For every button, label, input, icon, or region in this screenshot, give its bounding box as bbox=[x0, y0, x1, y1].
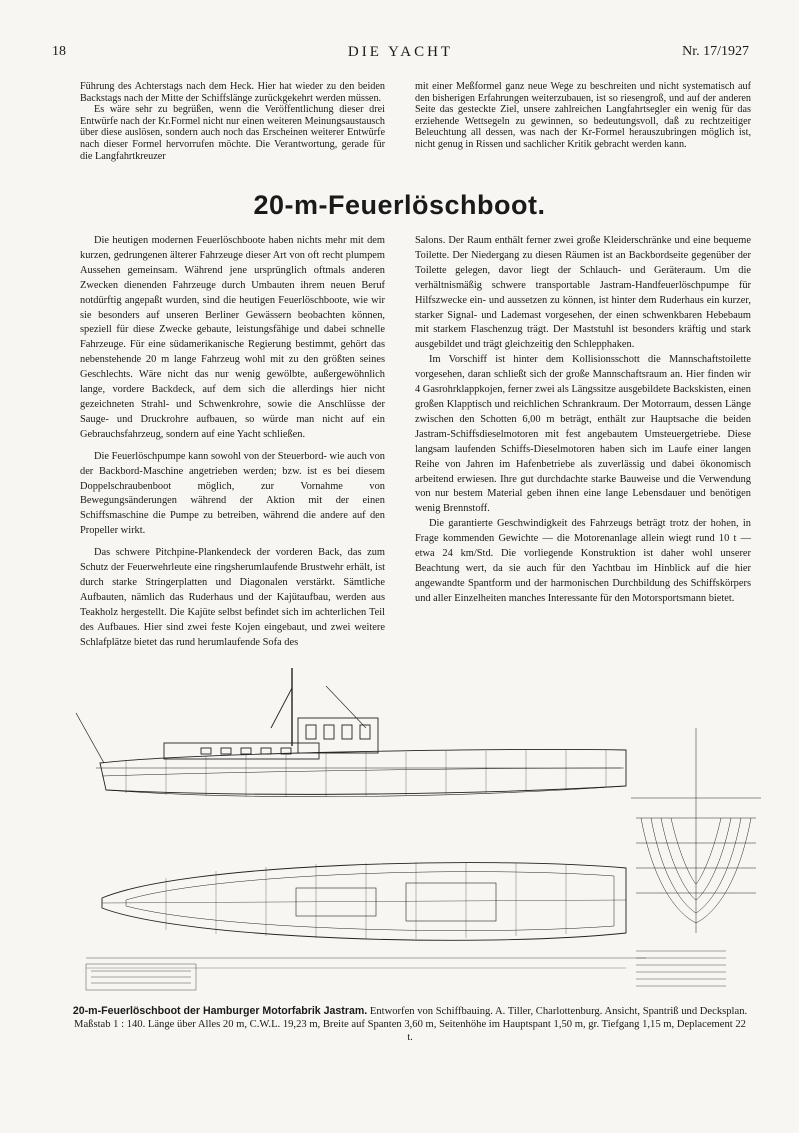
continued-text-right bbox=[415, 81, 751, 151]
deck-plan-view bbox=[86, 862, 646, 968]
continued-text-left bbox=[80, 81, 385, 162]
magazine-title: DIE YACHT bbox=[347, 44, 454, 60]
paragraph: Es wäre sehr zu begrüßen, wenn die Veröffentlichung dieser drei Entwürfe nach der Kr.Formel nicht nur einen weiteren Meinungsaustausch über diese auslösen, sondern auch noch das Erscheinen weiterer Entwürfe nach dieser Formel hervorrufen möchte. Die Verantwortung, gerade für die Langfahrtkreuzer bbox=[80, 104, 385, 162]
paragraph: mit einer Meßformel ganz neue Wege zu beschreiten und nicht systematisch auf den bisherigen Erfahrungen weiterzubauen, ist so riesengroß, und auf der anderen Seite das gesteckte Ziel, unsere zahlreichen Langfahrtsegler ein wenig für das erziehende Wettsegeln zu gewinnen, so bedeutungsvoll, daß zu rechtzeitiger Beleuchtung all dessen, was nach der Kr-Formel herauszubringen möglich ist, nicht genug in Rissen und sachlicher Kritik gebracht werden kann. bbox=[415, 81, 751, 150]
paragraph: Salons. Der Raum enthält ferner zwei große Kleiderschränke und eine bequeme Toilette. Der Niedergang zu diesen Räumen ist an Backbordseite gegenüber der Toilette gelegen, davor liegt der Schlauch- und Geräteraum. Um die verhältnismäßig schwere transportable Jastram-Handfeuerlöschpumpe für Hilfszwecke ein- und aussetzen zu können, ist hinter dem Ruderhaus ein kurzer, starker Signal- und Lademast vorgesehen, der einen schwenkbaren Hebebaum mit starkem Flaschenzug trägt. Der Maststuhl ist besonders kräftig und stark ausgebildet und trägt gleichzeitig den Schlepphaken. bbox=[415, 235, 751, 351]
body-plan-view bbox=[631, 728, 761, 933]
page-header bbox=[52, 44, 749, 64]
paragraph: Die Feuerlöschpumpe kann sowohl von der Steuerbord- wie auch von der Backbord-Maschine angetrieben werden; bzw. ist es bei diesem Doppelschraubenboot möglich, zur Vornahme von Bewegungsänderungen während der Aktion mit der einen Schiffsmaschine die Pumpe zu betreiben, während die andere auf den Propeller wirkt. bbox=[80, 450, 385, 537]
page-number: 18 bbox=[52, 44, 66, 59]
paragraph: Führung des Achterstags nach dem Heck. Hier hat wieder zu den beiden Backstags nach der Mitte der Schiffslänge zurückgekehrt werden müssen. bbox=[80, 81, 385, 104]
article-column-right bbox=[415, 234, 751, 607]
caption-text: Entworfen von Schiffbauing. A. Tiller, Charlottenburg. Ansicht, Spantriß und Decksplan. Maßstab 1 : 140. Länge über Alles 20 m, C.W.L. 19,23 m, Breite auf Spanten 3,60 m, Seitenhöhe im Hauptspant 1,50 m, gr. Tiefgang 1,15 m, Deplacement 22 t. bbox=[74, 1006, 748, 1043]
paragraph: Im Vorschiff ist hinter dem Kollisionsschott die Mannschaftstoilette vorgesehen, daran schließt sich der große Mannschaftsraum an. Hier finden wir 4 Gasrohrklappkojen, ferner zwei als Längssitze ausgebildete Backskisten, einen großen Klapptisch und reichlichen Schrankraum. Der Motorraum, dessen Länge zwischen den Schotten 6,00 m beträgt, enthält zur Hauptsache die beiden Jastram-Schiffsdieselmotoren mit fest angebautem Umsteuergetriebe. Diese langsam laufenden Schiffs-Dieselmotoren haben sich im Laufe einer langen Reihe von Jahren im Hafenbetriebe als zuverlässig und dabei ökonomisch arbeitend erwiesen. Ihre gut durchdachte starke Bauweise und die Verwendung von nur bestem Material geben ihnen eine lange Lebensdauer und benötigen wenig Brennstoff. bbox=[415, 354, 751, 515]
caption-title: 20-m-Feuerlöschboot der Hamburger Motorfabrik Jastram. bbox=[72, 1005, 368, 1017]
paragraph: Die heutigen modernen Feuerlöschboote haben nichts mehr mit dem kurzen, gedrungenen älterer Fahrzeuge dieser Art von oft recht plumpem Aussehen gemeinsam. Während jene ursprünglich oftmals anderen Zwecken dienenden Fahrzeuge durch Umbauten ihrem neuen Beruf notdürftig angepaßt wurden, sind die heutigen Feuerlöschboote, wie wir sie besonders auf unseren Berliner Gewässern beobachten können, speziell für diese Zwecke gebaute, leistungsfähige und dabei schnelle Fahrzeuge. Für eine südamerikanische Regierung bestimmt, gehört das nebenstehende 20 m lange Fahrzeug wohl mit zu den größten seines Geschlechts. Wäre nicht das nur wenig gewölbte, außergewöhnlich lange, vordere Backdeck, auf dem sich die allerdings hier nicht gezeichneten Strahl- und Schwenkrohre, sowie die Anschlüsse der Sauge- und Druckrohre aufbauen, so würde man nicht auf ein Gebrauchsfahrzeug, sondern auf eine Yacht schließen. bbox=[80, 235, 385, 440]
article-column-left bbox=[80, 234, 385, 650]
paragraph: Das schwere Pitchpine-Plankendeck der vorderen Back, das zum Schutz der Feuerwehrleute eine ringsherumlaufende Brustwehr erhält, ist durch starke Stringerplatten und Diagonalen verstärkt. Sämtliche Aufbauten, nämlich das Ruderhaus und der Kajütaufbau, werden aus Teakholz hergestellt. Die Kajüte selbst befindet sich im achterlichen Teil des Aufbaues. Hier sind zwei feste Kojen eingebaut, und zwei weitere Schlafplätze bietet das rund herumlaufende Sofa des bbox=[80, 547, 385, 648]
drawing-legend bbox=[86, 951, 726, 990]
fireboat-plan-drawing bbox=[66, 668, 766, 993]
figure-caption bbox=[70, 1005, 750, 1044]
issue-number: Nr. 17/1927 bbox=[682, 44, 749, 59]
paragraph: Die garantierte Geschwindigkeit des Fahrzeugs beträgt trotz der hohen, in Frage kommenden Gewichte — die Motorenanlage allein wiegt rund 10 t — etwa 24 km/Std. Die vorliegende Konstruktion ist daher wohl unserer Beachtung wert, da sie auch für den Yachtbau im Hinblick auf die hier angewandte Spantform und der harmonischen Durchbildung des Schiffskörpers und aller Einzelheiten manches Interessante für den Motorsportsmann bietet. bbox=[415, 518, 751, 604]
profile-view bbox=[76, 668, 626, 797]
article-headline: 20-m-Feuerlöschboot. bbox=[253, 190, 546, 220]
